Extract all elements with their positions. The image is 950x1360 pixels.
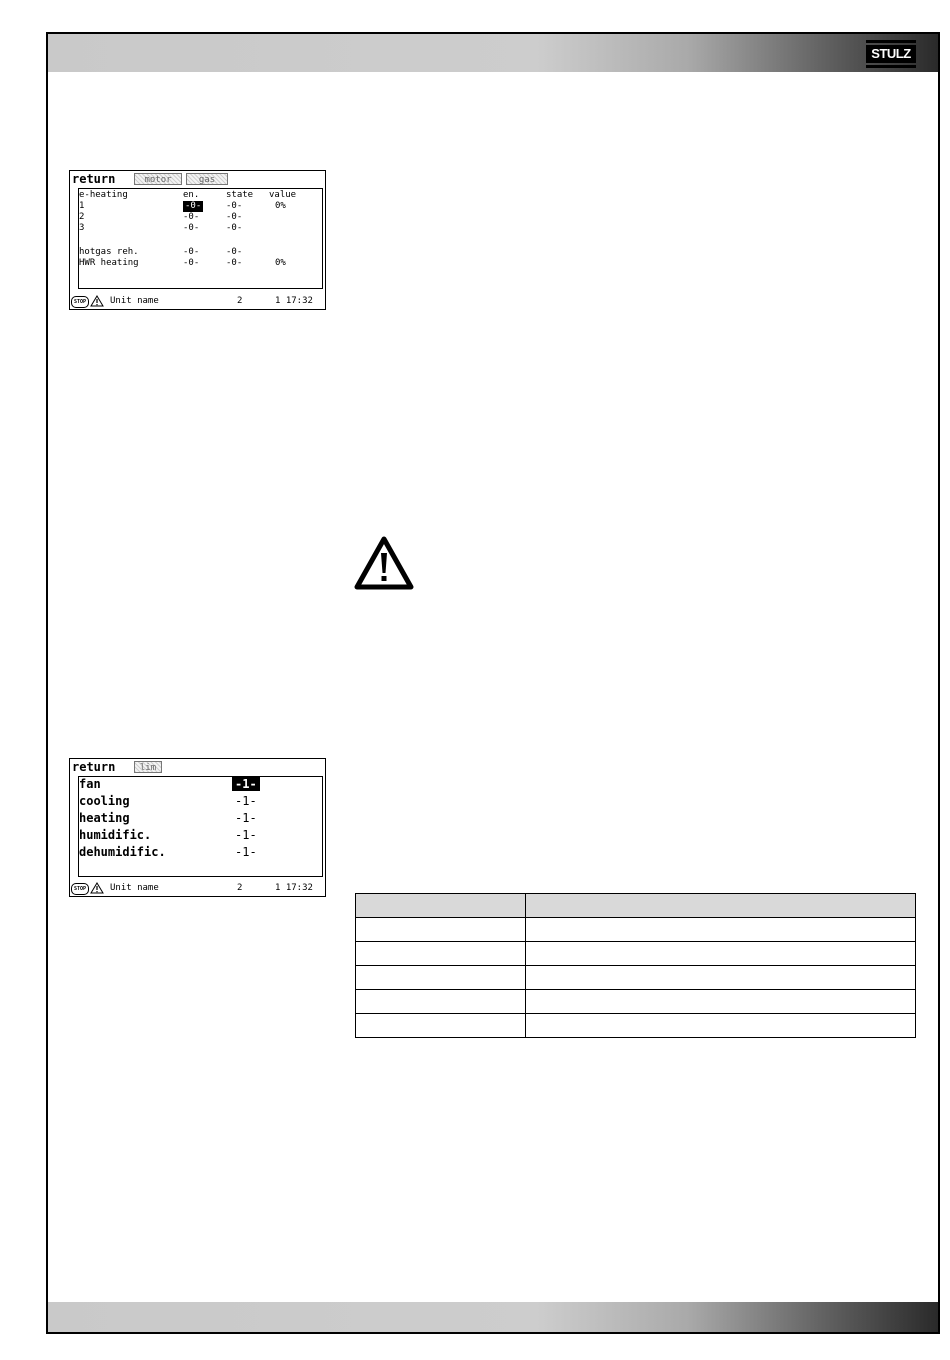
col-header-en: en. (183, 190, 200, 200)
col-header-label: e-heating (79, 190, 128, 200)
tab-motor[interactable]: motor (134, 173, 182, 185)
table-cell (526, 918, 916, 942)
table-cell (356, 990, 526, 1014)
row-label: 3 (79, 223, 85, 233)
table-header-row (356, 894, 916, 918)
col-header-value: value (269, 190, 297, 200)
row-label: hotgas reh. (79, 247, 139, 257)
return-label[interactable]: return (72, 172, 116, 186)
limit-item-heating: heating (79, 811, 130, 825)
limit-item-humidific: humidific. (79, 828, 152, 842)
limit-value[interactable]: -1- (235, 811, 257, 825)
table-cell (526, 1014, 916, 1038)
warning-icon[interactable] (90, 295, 104, 307)
table-cell (356, 918, 526, 942)
table-cell (526, 990, 916, 1014)
table-cell (356, 1014, 526, 1038)
row-state: -0- (226, 212, 243, 222)
table-cell (526, 942, 916, 966)
row-label: HWR heating (79, 258, 139, 268)
table-row (356, 1014, 916, 1038)
table-cell (356, 966, 526, 990)
limit-value[interactable]: -1- (235, 794, 257, 808)
limit-item-cooling: cooling (79, 794, 130, 808)
lcd-screen-limits (69, 758, 326, 897)
limit-value[interactable]: -1- (235, 828, 257, 842)
limit-value-selected[interactable]: -1- (232, 777, 260, 791)
tab-gas[interactable]: gas (186, 173, 228, 185)
table-row (356, 942, 916, 966)
row-state: -0- (226, 223, 243, 233)
row-en-selected[interactable]: -0- (185, 201, 202, 211)
table-row (356, 966, 916, 990)
row-label: 2 (79, 212, 85, 222)
table-cell (526, 966, 916, 990)
clock-time: 1 17:32 (275, 883, 313, 893)
unit-number: 2 (237, 296, 243, 306)
row-label: 1 (79, 201, 85, 211)
table-header-cell (526, 894, 916, 918)
row-state: -0- (226, 247, 243, 257)
lcd-content-box (78, 776, 323, 877)
warning-triangle-icon (353, 535, 415, 591)
row-value: 0% (275, 258, 286, 268)
unit-name: Unit name (110, 296, 159, 306)
logo-text: STULZ (866, 45, 916, 63)
limit-item-fan: fan (79, 777, 101, 791)
status-bar (70, 296, 325, 308)
table-row (356, 918, 916, 942)
footer-band (48, 1302, 938, 1332)
row-state: -0- (226, 258, 243, 268)
header-band (48, 34, 938, 72)
table-cell (356, 942, 526, 966)
row-state: -0- (226, 201, 243, 211)
lcd-screen-heating (69, 170, 326, 310)
table-row (356, 990, 916, 1014)
data-table (355, 893, 916, 1038)
tab-lim[interactable]: lim (134, 761, 162, 773)
unit-name: Unit name (110, 883, 159, 893)
warning-icon[interactable] (90, 882, 104, 894)
col-header-state: state (226, 190, 254, 200)
unit-number: 2 (237, 883, 243, 893)
row-value: 0% (275, 201, 286, 211)
limit-item-dehumidific: dehumidific. (79, 845, 166, 859)
row-en[interactable]: -0- (183, 247, 200, 257)
row-en[interactable]: -0- (183, 223, 200, 233)
stulz-logo (866, 40, 916, 68)
stop-icon[interactable]: STOP (71, 296, 89, 308)
row-en[interactable]: -0- (183, 258, 200, 268)
status-bar (70, 883, 325, 895)
stop-icon[interactable]: STOP (71, 883, 89, 895)
limit-value[interactable]: -1- (235, 845, 257, 859)
row-en[interactable]: -0- (183, 212, 200, 222)
return-label[interactable]: return (72, 760, 116, 774)
table-header-cell (356, 894, 526, 918)
clock-time: 1 17:32 (275, 296, 313, 306)
